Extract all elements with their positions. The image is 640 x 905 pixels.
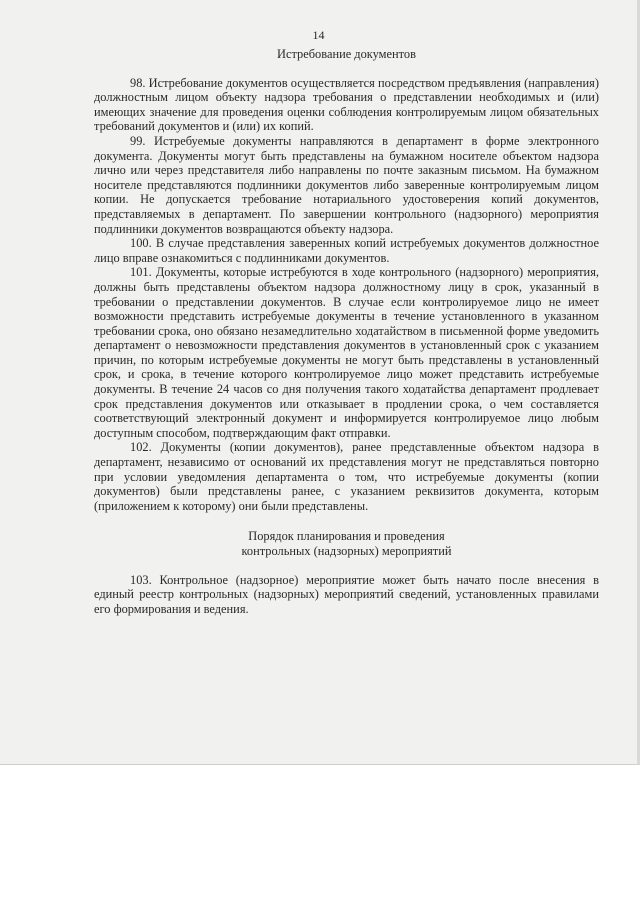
paragraph-99: 99. Истребуемые документы направляются в департамент в форме электронного документа. Документы могут быть представлены на бумажном носителе объектом надзора лично или через представителя либо направлены по почте заказным письмом. На бумажном носителе представляются подлинники документов либо заверенные контролируемым лицом копии. Не допускается требование нотариального удостоверения копий документов, представляемых в департамент. По завершении контрольного (надзорного) мероприятия подлинники документов возвращаются объекту надзора. <box>94 133 599 236</box>
document-body <box>94 47 599 616</box>
paragraph-102: 102. Документы (копии документов), ранее представленные объектом надзора в департамент, независимо от оснований их представления могут не представляться повторно при условии уведомления департамента о том, что истребуемые документы (копии документов) были представлены ранее, с указанием реквизитов документа, которым (приложением к которому) они были представлены. <box>94 440 599 513</box>
paragraph-100: 100. В случае представления заверенных копий истребуемых документов должностное лицо вправе ознакомиться с подлинниками документов. <box>94 236 599 265</box>
section-title-document-request: Истребование документов <box>277 47 416 61</box>
paragraph-98: 98. Истребование документов осуществляется посредством предъявления (направления) должностным лицом объекту надзора требования о представлении необходимых и (или) имеющих значение для проведения оценки соблюдения контролируемым лицом обязательных требований документов и (или) их копий. <box>94 75 599 134</box>
section-title-line-1: Порядок планирования и проведения <box>248 529 445 544</box>
page-number: 14 <box>312 28 325 42</box>
paragraph-101: 101. Документы, которые истребуются в ходе контрольного (надзорного) мероприятия, должны быть представлены объектом надзора должностному лицу в срок, указанный в требовании о представлении документов. В случае если контролируемое лицо не имеет возможности представить истребуемые документы в течение установленного в указанном требовании срока, оно обязано незамедлительно ходатайством в письменной форме уведомить департамент о невозможности представления документов в установленный срок с указанием причин, по которым истребуемые документы не могут быть представлены в установленный срок, и срока, в течение которого контролируемое лицо может представить истребуемые документы. В течение 24 часов со дня получения такого ходатайства департамент продлевает срок представления документов или отказывает в продлении срока, о чем составляется соответствующий электронный документ и информируется контролируемое лицо любым доступным способом, подтверждающим факт отправки. <box>94 265 599 440</box>
section-title-planning <box>94 529 599 558</box>
paragraph-103: 103. Контрольное (надзорное) мероприятие может быть начато после внесения в единый реестр контрольных (надзорных) мероприятий сведений, установленных правилами его формирования и ведения. <box>94 572 599 616</box>
section-title-line-2: контрольных (надзорных) мероприятий <box>241 544 452 558</box>
